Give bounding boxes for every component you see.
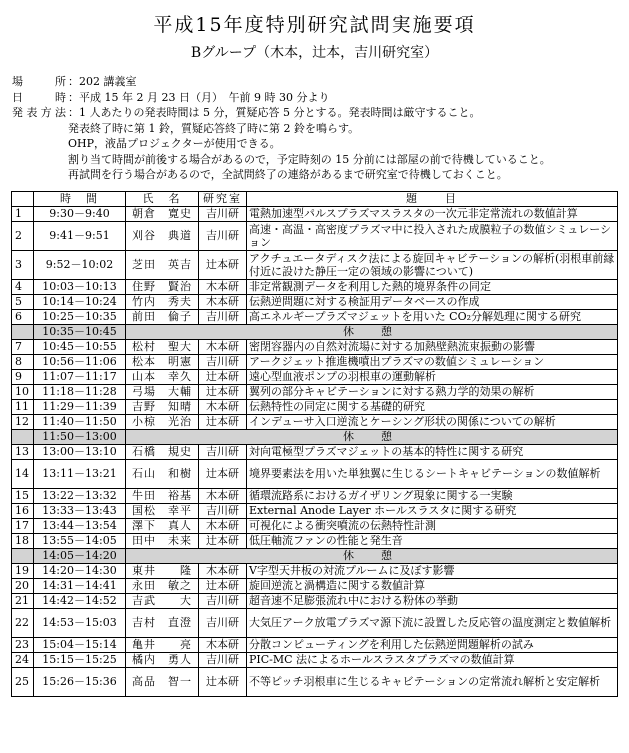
cell-no: 20: [12, 579, 34, 594]
table-row: [12, 594, 618, 609]
cell-lab: 木本研: [199, 519, 247, 534]
table-row: [12, 519, 618, 534]
break-row: [12, 549, 618, 564]
cell-time: 11:07－11:17: [34, 370, 126, 385]
cell-time: 9:30－9:40: [34, 207, 126, 222]
cell-topic: 低圧軸流ファンの性能と発生音: [247, 534, 618, 549]
cell-name: 石山 和樹: [126, 460, 199, 489]
cell-time: 11:18－11:28: [34, 385, 126, 400]
table-row: [12, 207, 618, 222]
cell-name: 亀井 亮: [126, 638, 199, 653]
cell-no: 6: [12, 310, 34, 325]
cell-lab: 木本研: [199, 295, 247, 310]
break-label: 休 憩: [126, 549, 618, 564]
cell-topic: PIC-MC 法によるホールスラスタプラズマの数値計算: [247, 653, 618, 668]
cell-lab: 木本研: [199, 489, 247, 504]
cell-topic: インデューサ入口逆流とケーシング形状の関係についての解析: [247, 415, 618, 430]
cell-name: 朝倉 寛史: [126, 207, 199, 222]
cell-no: 19: [12, 564, 34, 579]
cell-topic: 非定常観測データを利用した熱的境界条件の同定: [247, 280, 618, 295]
header-no: [12, 192, 34, 207]
break-spacer: [12, 430, 34, 445]
cell-no: 2: [12, 222, 34, 251]
info-value: ：202 講義室: [68, 75, 137, 88]
table-row: [12, 609, 618, 638]
cell-lab: 吉川研: [199, 207, 247, 222]
cell-no: 12: [12, 415, 34, 430]
cell-lab: 辻本研: [199, 370, 247, 385]
cell-topic: 対向電極型プラズマジェットの基本的特性に関する研究: [247, 445, 618, 460]
cell-time: 13:44－13:54: [34, 519, 126, 534]
cell-name: 松村 聖大: [126, 340, 199, 355]
table-header-row: [12, 192, 618, 207]
info-line: 発表終了時に第 1 鈴，質疑応答終了時に第 2 鈴を鳴らす。: [68, 121, 360, 135]
cell-lab: 辻本研: [199, 415, 247, 430]
cell-no: 15: [12, 489, 34, 504]
table-row: [12, 222, 618, 251]
cell-topic: 可視化による衝突噴流の伝熱特性計測: [247, 519, 618, 534]
cell-time: 15:15－15:25: [34, 653, 126, 668]
cell-topic: 不等ピッチ羽根車に生じるキャビテーションの定常流れ解析と安定解析: [247, 668, 618, 697]
group-subtitle: Bグループ（木本，辻本，吉川研究室）: [190, 45, 439, 61]
table-row: [12, 295, 618, 310]
cell-no: 13: [12, 445, 34, 460]
cell-topic: 電熱加速型パルスプラズマスラスタの一次元非定常流れの数値計算: [247, 207, 618, 222]
cell-no: 8: [12, 355, 34, 370]
cell-no: 4: [12, 280, 34, 295]
cell-time: 11:40－11:50: [34, 415, 126, 430]
cell-topic: 境界要素法を用いた単独翼に生じるシートキャビテーションの数値解析: [247, 460, 618, 489]
cell-lab: 辻本研: [199, 668, 247, 697]
info-label: 日 時: [12, 90, 66, 104]
cell-topic: 循環流路系におけるガイザリング現象に関する一実験: [247, 489, 618, 504]
cell-no: 16: [12, 504, 34, 519]
cell-time: 14:20－14:30: [34, 564, 126, 579]
cell-topic: 高エネルギープラズマジェットを用いた CO₂分解処理に関する研究: [247, 310, 618, 325]
info-method: [12, 105, 551, 121]
cell-name: 弓場 大輔: [126, 385, 199, 400]
cell-name: 吉武 大: [126, 594, 199, 609]
break-time: 10:35－10:45: [34, 325, 126, 340]
cell-time: 13:55－14:05: [34, 534, 126, 549]
cell-no: 11: [12, 400, 34, 415]
cell-time: 10:25－10:35: [34, 310, 126, 325]
table-row: [12, 415, 618, 430]
cell-name: 東井 隆: [126, 564, 199, 579]
cell-name: 山本 幸久: [126, 370, 199, 385]
cell-time: 13:00－13:10: [34, 445, 126, 460]
cell-lab: 吉川研: [199, 609, 247, 638]
cell-topic: 遠心型血液ポンプの羽根車の運動解析: [247, 370, 618, 385]
cell-time: 14:31－14:41: [34, 579, 126, 594]
info-place: [12, 74, 551, 90]
cell-time: 10:03－10:13: [34, 280, 126, 295]
cell-lab: 吉川研: [199, 504, 247, 519]
cell-no: 5: [12, 295, 34, 310]
info-value: ：平成 15 年 2 月 23 日（月） 午前 9 時 30 分より: [68, 90, 330, 104]
cell-lab: 吉川研: [199, 653, 247, 668]
cell-lab: 吉川研: [199, 594, 247, 609]
table-row: [12, 653, 618, 668]
table-row: [12, 445, 618, 460]
cell-no: 7: [12, 340, 34, 355]
break-label: 休 憩: [126, 325, 618, 340]
cell-no: 24: [12, 653, 34, 668]
cell-lab: 木本研: [199, 280, 247, 295]
cell-time: 15:26－15:36: [34, 668, 126, 697]
cell-time: 13:22－13:32: [34, 489, 126, 504]
cell-topic: 翼列の部分キャビテーションに対する熱力学的効果の解析: [247, 385, 618, 400]
table-row: [12, 489, 618, 504]
table-row: [12, 534, 618, 549]
cell-topic: アークジェット推進機噴出プラズマの数値シミュレーション: [247, 355, 618, 370]
cell-name: 永田 敏之: [126, 579, 199, 594]
cell-lab: 木本研: [199, 340, 247, 355]
table-row: [12, 310, 618, 325]
header-lab: 研究室: [199, 192, 247, 207]
cell-name: 芝田 英吉: [126, 251, 199, 280]
table-row: [12, 668, 618, 697]
cell-name: 松本 明憲: [126, 355, 199, 370]
header-time: 時 間: [34, 192, 126, 207]
cell-no: 9: [12, 370, 34, 385]
cell-lab: 辻本研: [199, 579, 247, 594]
cell-name: 前田 倫子: [126, 310, 199, 325]
cell-lab: 辻本研: [199, 385, 247, 400]
info-block: [12, 74, 551, 183]
break-spacer: [12, 325, 34, 340]
cell-no: 21: [12, 594, 34, 609]
cell-name: 小椋 光治: [126, 415, 199, 430]
cell-lab: 辻本研: [199, 251, 247, 280]
cell-name: 刈谷 典道: [126, 222, 199, 251]
cell-topic: 分散コンピューティングを利用した伝熱逆問題解析の試み: [247, 638, 618, 653]
table-row: [12, 355, 618, 370]
cell-time: 15:04－15:14: [34, 638, 126, 653]
cell-no: 17: [12, 519, 34, 534]
info-line: 再試問を行う場合があるので，全試問終了の連絡があるまで研究室で待機しておくこと。: [68, 168, 508, 181]
table-row: [12, 385, 618, 400]
table-row: [12, 370, 618, 385]
page-title: 平成15年度特別研究試問実施要項: [153, 14, 476, 36]
cell-no: 23: [12, 638, 34, 653]
cell-lab: 吉川研: [199, 355, 247, 370]
table-row: [12, 579, 618, 594]
table-row: [12, 400, 618, 415]
info-line: OHP，液晶プロジェクターが使用できる。: [68, 137, 281, 150]
header-topic: 題 目: [247, 192, 618, 207]
table-row: [12, 340, 618, 355]
cell-lab: 吉川研: [199, 222, 247, 251]
cell-time: 10:56－11:06: [34, 355, 126, 370]
cell-topic: 伝熱逆問題に対する検証用データベースの作成: [247, 295, 618, 310]
cell-name: 吉野 知晴: [126, 400, 199, 415]
cell-time: 14:53－15:03: [34, 609, 126, 638]
break-time: 14:05－14:20: [34, 549, 126, 564]
info-date: [12, 90, 551, 106]
break-time: 11:50－13:00: [34, 430, 126, 445]
cell-name: 橘内 勇人: [126, 653, 199, 668]
header-name: 氏 名: [126, 192, 199, 207]
cell-lab: 木本研: [199, 564, 247, 579]
cell-topic: External Anode Layer ホールスラスタに関する研究: [247, 504, 618, 519]
table-row: [12, 638, 618, 653]
cell-name: 高品 智一: [126, 668, 199, 697]
break-label: 休 憩: [126, 430, 618, 445]
cell-topic: V字型天井板の対流プルームに及ぼす影響: [247, 564, 618, 579]
cell-name: 石橋 規史: [126, 445, 199, 460]
table-row: [12, 504, 618, 519]
cell-name: 住野 賢治: [126, 280, 199, 295]
cell-time: 10:14－10:24: [34, 295, 126, 310]
cell-name: 澤下 真人: [126, 519, 199, 534]
cell-time: 9:41－9:51: [34, 222, 126, 251]
cell-no: 22: [12, 609, 34, 638]
cell-time: 14:42－14:52: [34, 594, 126, 609]
schedule-body: [12, 207, 618, 697]
cell-name: 田中 未来: [126, 534, 199, 549]
break-spacer: [12, 549, 34, 564]
cell-time: 9:52－10:02: [34, 251, 126, 280]
cell-lab: 辻本研: [199, 534, 247, 549]
cell-time: 10:45－10:55: [34, 340, 126, 355]
cell-topic: 旋回逆流と渦構造に関する数値計算: [247, 579, 618, 594]
schedule-table: [11, 191, 618, 697]
cell-name: 国松 幸平: [126, 504, 199, 519]
cell-lab: 木本研: [199, 638, 247, 653]
cell-topic: 超音速不足膨張流れ中における粉体の挙動: [247, 594, 618, 609]
cell-name: 吉村 直澄: [126, 609, 199, 638]
cell-no: 25: [12, 668, 34, 697]
cell-lab: 吉川研: [199, 310, 247, 325]
cell-name: 牛田 裕基: [126, 489, 199, 504]
table-row: [12, 251, 618, 280]
table-row: [12, 460, 618, 489]
cell-name: 竹内 秀夫: [126, 295, 199, 310]
cell-no: 10: [12, 385, 34, 400]
cell-no: 1: [12, 207, 34, 222]
cell-time: 13:33－13:43: [34, 504, 126, 519]
table-row: [12, 564, 618, 579]
info-label: 場 所: [12, 75, 66, 88]
info-value: ：1 人あたりの発表時間は 5 分，質疑応答 5 分とする。発表時間は厳守すること。: [68, 106, 481, 119]
cell-topic: 伝熱特性の同定に関する基礎的研究: [247, 400, 618, 415]
cell-topic: 大気圧アーク放電プラズマ源下流に設置した反応管の温度測定と数値解析: [247, 609, 618, 638]
cell-time: 11:29－11:39: [34, 400, 126, 415]
cell-no: 18: [12, 534, 34, 549]
break-row: [12, 430, 618, 445]
table-row: [12, 280, 618, 295]
cell-topic: アクチュエータディスク法による旋回キャビテーションの解析(羽根車前縁付近に設けた静圧一定の領域の影響について): [247, 251, 618, 280]
info-line: 割り当て時間が前後する場合があるので，予定時刻の 15 分前には部屋の前で待機していること。: [68, 152, 551, 166]
cell-topic: 高速・高温・高密度プラズマ中に投入された成膜粒子の数値シミュレーション: [247, 222, 618, 251]
info-label: 発表方法: [12, 106, 66, 119]
cell-lab: 辻本研: [199, 460, 247, 489]
cell-lab: 吉川研: [199, 445, 247, 460]
cell-topic: 密閉容器内の自然対流場に対する加熱壁熱流束振動の影響: [247, 340, 618, 355]
cell-time: 13:11－13:21: [34, 460, 126, 489]
break-row: [12, 325, 618, 340]
cell-no: 14: [12, 460, 34, 489]
cell-no: 3: [12, 251, 34, 280]
cell-lab: 木本研: [199, 400, 247, 415]
